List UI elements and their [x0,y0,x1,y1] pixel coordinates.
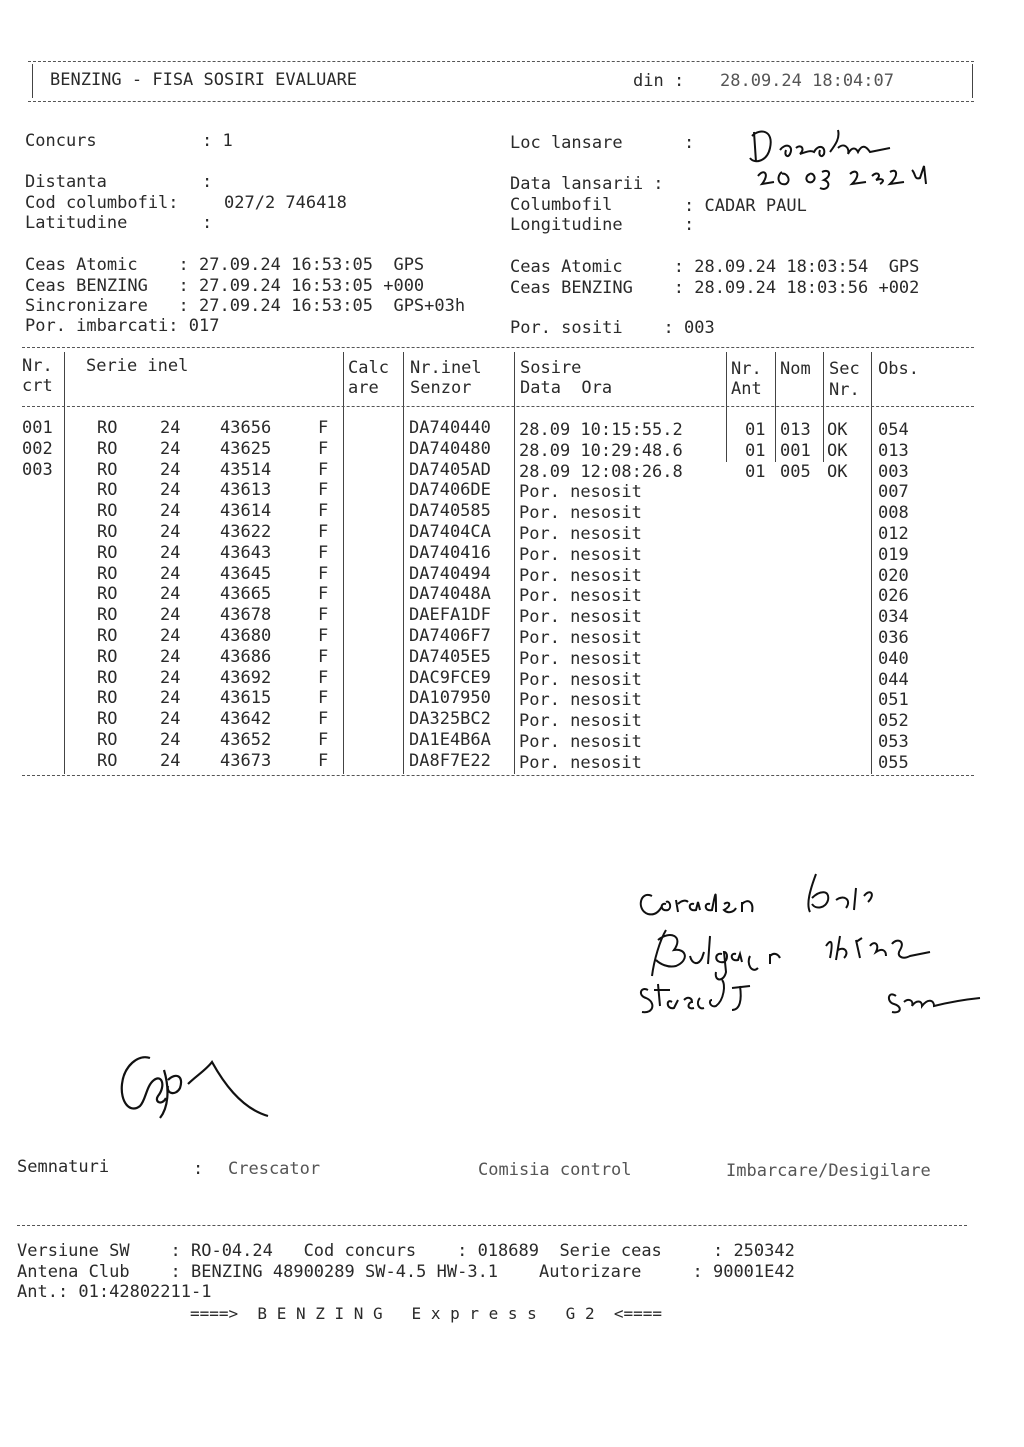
cell-an: 24 [160,522,181,542]
ceas-benzing-start: Ceas BENZING : 27.09.24 16:53:05 +000 [25,276,425,296]
cell-sosire: Por. nesosit [519,711,642,732]
col-header-data-ora: Data Ora [520,378,613,398]
cell-tara: RO [97,418,118,438]
ceas-atomic-end: Ceas Atomic : 28.09.24 18:03:54 GPS [510,257,920,277]
columbofil-label: Columbofil [510,195,613,215]
cell-inel: 43613 [220,480,272,501]
cell-tara: RO [97,584,118,605]
signature-commission [630,860,990,1020]
cell-obs: 051 [878,690,909,711]
col-header-nom: Nom [780,359,811,379]
column-separator [514,352,515,774]
cell-an: 24 [160,667,181,688]
porumbei-imbarcati: Por. imbarcati: 017 [25,316,220,336]
column-separator [871,352,872,774]
cell-an: 24 [160,730,181,750]
cell-sosire: 28.09 10:15:55.2 [519,420,683,440]
cell-sex: F [318,542,329,563]
cell-inel: 43645 [220,563,272,584]
cell-obs: 013 [878,440,909,461]
cell-sosire: Por. nesosit [519,544,642,565]
cell-obs: 044 [878,669,909,690]
cell-sosire: Por. nesosit [519,482,642,503]
col-header-serie: Serie inel [86,356,189,376]
cell-sec: OK [827,420,848,440]
table-header-rule [22,406,974,407]
imbarcare-label: Imbarcare/Desigilare [726,1161,931,1181]
cell-ant: 01 [745,440,766,461]
header-right-bar [972,64,973,98]
cod-columbofil-label: Cod columbofil: [25,193,179,213]
table-top-rule [22,347,974,348]
cell-sosire: Por. nesosit [519,586,642,607]
cell-an: 24 [160,501,181,522]
cell-sosire: Por. nesosit [519,648,642,669]
col-header-calc: Calc [348,358,389,378]
header-top-rule [28,61,974,62]
col-header-ant-2: Ant [731,379,762,399]
cell-sec: OK [827,461,848,482]
cell-inel: 43625 [220,438,272,459]
cell-tara: RO [97,688,118,709]
cell-sex: F [318,459,329,480]
cell-senzor: DA74048A [409,584,491,605]
cell-sosire: Por. nesosit [519,503,642,524]
cell-sex: F [318,750,329,771]
cell-sex: F [318,480,329,501]
cell-an: 24 [160,542,181,563]
cell-sosire: Por. nesosit [519,524,642,544]
col-header-crt: crt [22,376,53,396]
cell-sex: F [318,501,329,522]
cell-obs: 055 [878,752,909,773]
cell-sex: F [318,626,329,646]
cell-inel: 43678 [220,605,272,626]
cell-inel: 43656 [220,418,272,438]
cell-senzor: DA107950 [409,688,491,709]
column-separator [343,352,344,774]
col-header-sec-nr: Nr. [829,380,860,400]
cell-an: 24 [160,750,181,771]
cell-senzor: DA7405E5 [409,646,491,667]
cell-nom: 013 [780,420,811,440]
cell-obs: 020 [878,565,909,586]
cell-inel: 43643 [220,542,272,563]
cell-tara: RO [97,459,118,480]
loc-lansare-value: : [684,133,695,153]
cell-sex: F [318,646,329,667]
distanta-label: Distanta [25,172,107,192]
col-header-ant: Nr. [731,359,762,379]
cell-an: 24 [160,438,181,459]
cell-tara: RO [97,750,118,771]
cod-columbofil-value: 027/2 746418 [224,193,347,213]
cell-inel: 43673 [220,750,272,771]
cell-senzor: DA7404CA [409,522,491,542]
cell-nom: 005 [780,461,811,482]
cell-nom: 001 [780,440,811,461]
longitudine-value: : [684,215,695,235]
cell-tara: RO [97,501,118,522]
cell-an: 24 [160,709,181,730]
antena-club: Antena Club : BENZING 48900289 SW-4.5 HW-3.1 Autorizare : 90001E42 [17,1262,795,1282]
header-bottom-rule [28,101,974,102]
cell-sosire: Por. nesosit [519,752,642,773]
cell-sex: F [318,563,329,584]
cell-senzor: DA740480 [409,438,491,459]
cell-senzor: DAC9FCE9 [409,667,491,688]
cell-obs: 008 [878,503,909,524]
cell-senzor: DA7406F7 [409,626,491,646]
cell-inel: 43622 [220,522,272,542]
antena-id: Ant.: 01:42802211-1 [17,1282,212,1302]
columbofil-value: : CADAR PAUL [684,196,807,216]
col-header-obs: Obs. [878,359,919,379]
column-separator [823,352,824,462]
cell-inel: 43665 [220,584,272,605]
cell-obs: 034 [878,607,909,628]
cell-obs: 019 [878,544,909,565]
cell-senzor: DAEFA1DF [409,605,491,626]
comisia-control-label: Comisia control [478,1160,632,1180]
cell-inel: 43680 [220,626,272,646]
cell-ant: 01 [745,461,766,482]
cell-sex: F [318,688,329,709]
concurs-label: Concurs [25,131,97,151]
header-left-bar [32,64,33,98]
distanta-value: : [202,172,213,192]
table-bottom-rule [22,775,974,776]
cell-an: 24 [160,626,181,646]
report-title: BENZING - FISA SOSIRI EVALUARE [50,70,358,90]
column-separator [403,352,404,774]
cell-nr: 002 [22,438,53,459]
cell-senzor: DA740440 [409,418,491,438]
cell-sex: F [318,605,329,626]
cell-tara: RO [97,667,118,688]
benzing-express-banner: ====> B E N Z I N G E x p r e s s G 2 <==== [190,1304,663,1323]
cell-ant: 01 [745,420,766,440]
cell-an: 24 [160,459,181,480]
cell-tara: RO [97,542,118,563]
cell-tara: RO [97,563,118,584]
report-date-label: din : [633,71,685,91]
cell-senzor: DA740494 [409,563,491,584]
cell-senzor: DA7406DE [409,480,491,501]
cell-sosire: Por. nesosit [519,607,642,628]
cell-sec: OK [827,440,848,461]
cell-an: 24 [160,418,181,438]
cell-senzor: DA1E4B6A [409,730,491,750]
loc-lansare-label: Loc lansare [510,133,623,153]
cell-sex: F [318,730,329,750]
versiune-sw: Versiune SW : RO-04.24 Cod concurs : 018689 Serie ceas : 250342 [17,1241,795,1261]
cell-obs: 003 [878,461,909,482]
signature-crescator [110,1040,280,1130]
semnaturi-label: Semnaturi [17,1157,110,1177]
footer-rule [17,1225,967,1226]
semnaturi-colon: : [193,1159,204,1179]
latitudine-label: Latitudine [25,213,128,233]
cell-senzor: DA325BC2 [409,709,491,730]
cell-an: 24 [160,646,181,667]
cell-senzor: DA740585 [409,501,491,522]
report-date: 28.09.24 18:04:07 [720,71,894,91]
cell-sosire: Por. nesosit [519,565,642,586]
cell-sex: F [318,667,329,688]
sincronizare: Sincronizare : 27.09.24 16:53:05 GPS+03h [25,296,466,316]
cell-obs: 036 [878,628,909,648]
latitudine-value: : [202,213,213,233]
cell-an: 24 [160,605,181,626]
concurs-value: : 1 [202,131,233,151]
column-separator [64,352,65,774]
col-header-calc-2: are [348,378,379,398]
column-separator [775,352,776,462]
cell-inel: 43686 [220,646,272,667]
cell-inel: 43614 [220,501,272,522]
cell-obs: 040 [878,648,909,669]
col-header-nr: Nr. [22,356,53,376]
cell-nr: 001 [22,418,53,438]
cell-obs: 052 [878,711,909,732]
longitudine-label: Longitudine [510,215,623,235]
cell-tara: RO [97,646,118,667]
cell-sex: F [318,438,329,459]
cell-inel: 43615 [220,688,272,709]
cell-senzor: DA740416 [409,542,491,563]
cell-obs: 007 [878,482,909,503]
cell-tara: RO [97,730,118,750]
cell-senzor: DA7405AD [409,459,491,480]
cell-tara: RO [97,626,118,646]
cell-inel: 43692 [220,667,272,688]
col-header-nrinel: Nr.inel [410,358,482,378]
cell-sosire: Por. nesosit [519,732,642,752]
cell-obs: 053 [878,732,909,752]
cell-inel: 43642 [220,709,272,730]
cell-inel: 43652 [220,730,272,750]
handwritten-loc-date [740,118,980,198]
cell-senzor: DA8F7E22 [409,750,491,771]
cell-an: 24 [160,584,181,605]
col-header-senzor: Senzor [410,378,472,398]
cell-sosire: Por. nesosit [519,690,642,711]
ceas-benzing-end: Ceas BENZING : 28.09.24 18:03:56 +002 [510,278,920,298]
cell-tara: RO [97,605,118,626]
cell-an: 24 [160,563,181,584]
cell-obs: 012 [878,524,909,544]
cell-tara: RO [97,438,118,459]
cell-sosire: Por. nesosit [519,669,642,690]
cell-inel: 43514 [220,459,272,480]
cell-tara: RO [97,522,118,542]
cell-an: 24 [160,688,181,709]
cell-tara: RO [97,480,118,501]
cell-sosire: Por. nesosit [519,628,642,648]
cell-sex: F [318,709,329,730]
cell-sex: F [318,522,329,542]
column-separator [726,352,727,462]
cell-sosire: 28.09 12:08:26.8 [519,461,683,482]
cell-sex: F [318,584,329,605]
cell-sosire: 28.09 10:29:48.6 [519,440,683,461]
crescator-label: Crescator [228,1159,321,1179]
cell-an: 24 [160,480,181,501]
cell-obs: 054 [878,420,909,440]
cell-tara: RO [97,709,118,730]
col-header-sec: Sec [829,359,860,379]
col-header-sosire: Sosire [520,358,582,378]
porumbei-sositi: Por. sositi : 003 [510,318,715,338]
cell-nr: 003 [22,459,53,480]
cell-sex: F [318,418,329,438]
cell-obs: 026 [878,586,909,607]
data-lansarii-label: Data lansarii : [510,174,664,194]
ceas-atomic-start: Ceas Atomic : 27.09.24 16:53:05 GPS [25,255,425,275]
